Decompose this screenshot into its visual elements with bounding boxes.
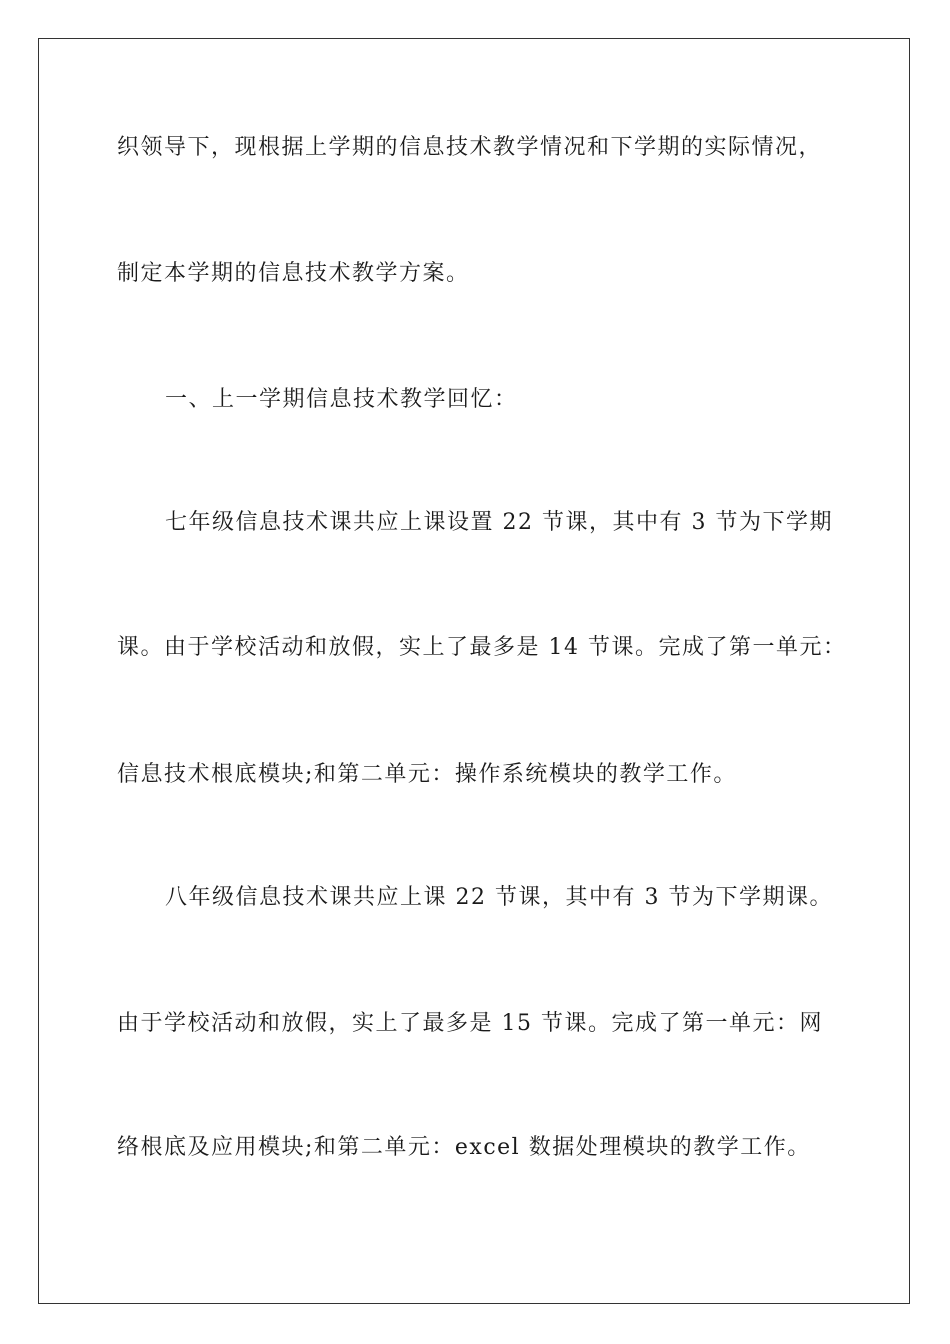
- paragraph-line: 制定本学期的信息技术教学方案。: [117, 261, 470, 286]
- paragraph-line: 八年级信息技术课共应上课 22 节课，其中有 3 节为下学期课。: [165, 885, 833, 910]
- paragraph-line: 络根底及应用模块;和第二单元：excel 数据处理模块的教学工作。: [117, 1135, 811, 1160]
- paragraph-line: 信息技术根底模块;和第二单元：操作系统模块的教学工作。: [117, 762, 737, 787]
- page-border: [38, 38, 910, 1304]
- paragraph-line: 七年级信息技术课共应上课设置 22 节课，其中有 3 节为下学期: [165, 510, 833, 535]
- paragraph-line: 织领导下，现根据上学期的信息技术教学情况和下学期的实际情况，: [117, 135, 823, 160]
- paragraph-line: 由于学校活动和放假，实上了最多是 15 节课。完成了第一单元：网: [117, 1011, 823, 1036]
- section-heading: 一、上一学期信息技术教学回忆：: [165, 387, 518, 412]
- paragraph-line: 课。由于学校活动和放假，实上了最多是 14 节课。完成了第一单元：: [117, 635, 847, 660]
